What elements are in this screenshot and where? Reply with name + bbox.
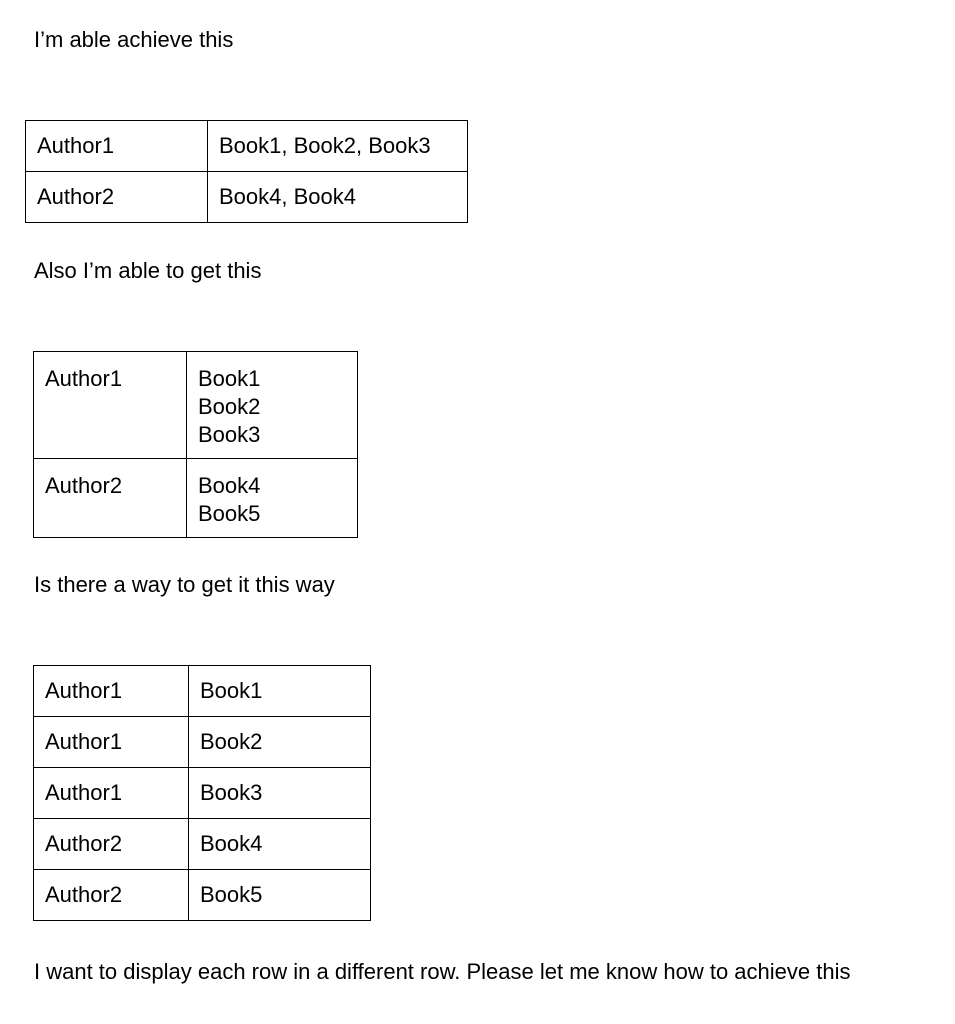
author-cell: Author1 [34,717,189,768]
author-cell: Author1 [26,121,208,172]
books-cell [187,352,358,459]
author-cell: Author2 [34,870,189,921]
table-row [34,819,371,870]
book-line: Book5 [198,501,261,526]
book-cell: Book5 [189,870,371,921]
author-cell: Author1 [34,768,189,819]
author-cell [34,459,187,538]
table-multiline [33,351,358,538]
books-cell [187,459,358,538]
author-cell: Author2 [26,172,208,223]
table-row [26,121,468,172]
book-cell: Book1 [189,666,371,717]
table-row [26,172,468,223]
book-line: Book4 [198,473,261,498]
book-line: Book3 [198,422,261,447]
book-line: Book1 [198,366,261,391]
table-concatenated [25,120,468,223]
book-cell: Book3 [189,768,371,819]
author-cell: Author1 [34,666,189,717]
question-text: Is there a way to get it this way [34,572,335,597]
intro-text: I’m able achieve this [34,27,234,52]
closing-text: I want to display each row in a different row. Please let me know how to achieve this [34,959,851,984]
books-cell: Book4, Book4 [208,172,468,223]
table-row [34,459,358,538]
book-line: Book2 [198,394,261,419]
table-row [34,870,371,921]
table-one-per-row [33,665,371,921]
table-row [34,666,371,717]
author-cell: Author2 [34,819,189,870]
author-cell [34,352,187,459]
table-row [34,717,371,768]
books-cell: Book1, Book2, Book3 [208,121,468,172]
book-cell: Book2 [189,717,371,768]
also-text: Also I’m able to get this [34,258,262,283]
author-label: Author2 [45,473,123,498]
author-label: Author1 [45,366,123,391]
table-row [34,352,358,459]
book-cell: Book4 [189,819,371,870]
table-row [34,768,371,819]
